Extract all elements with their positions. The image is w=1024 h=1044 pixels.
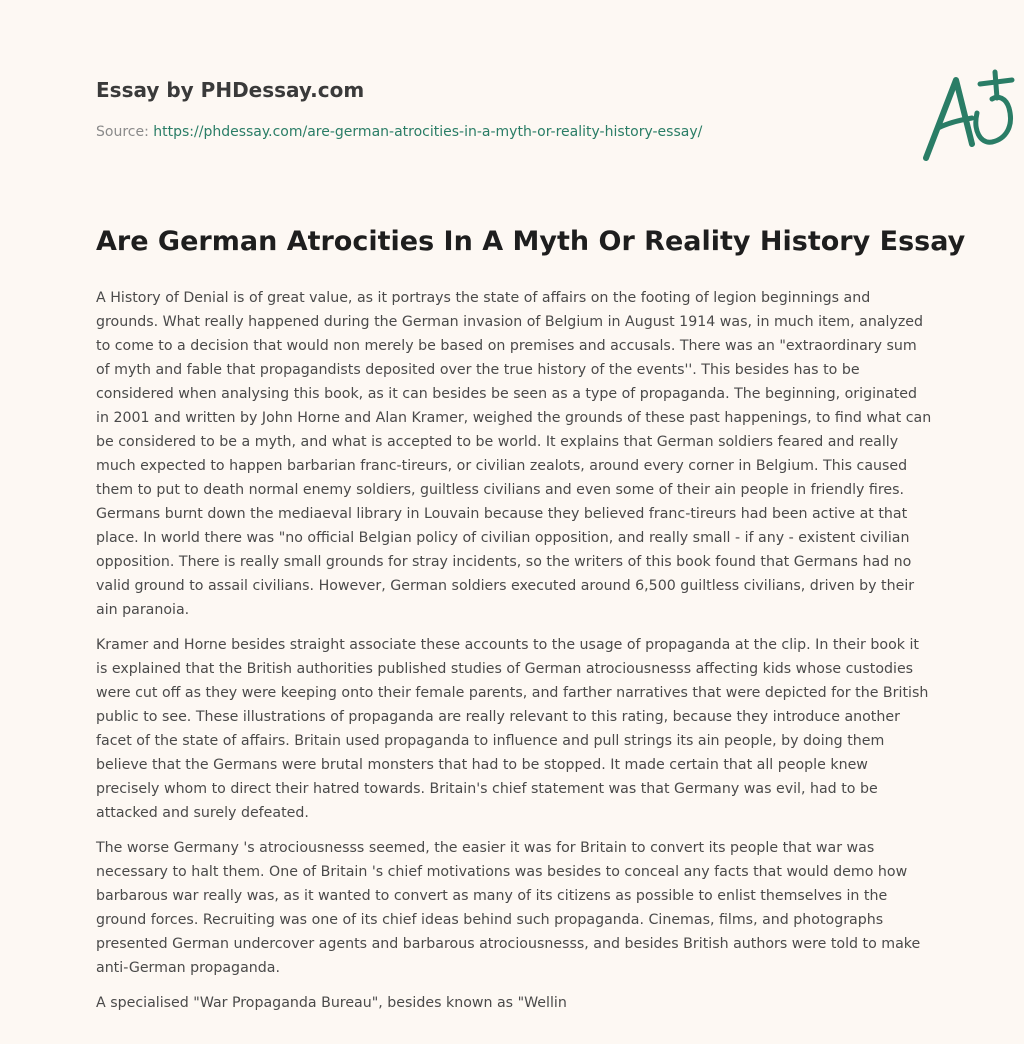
- essay-title: Are German Atrocities In A Myth Or Reality History Essay: [96, 226, 966, 257]
- brand-title: Essay by PHDessay.com: [96, 78, 365, 102]
- paragraph: A History of Denial is of great value, as it portrays the state of affairs on the footing of legion beginnings and grounds. What really happened during the German invasion of Belgium in August 1914 was, in much item, analyzed to come to a decision that would non merely be based on premises and accusals. There was an "extraordinary sum of myth and fable that propagandists deposited over the true history of the events''. This besides has to be considered when analysing this book, as it can besides be seen as a type of propaganda. The beginning, originated in 2001 and written by John Horne and Alan Kramer, weighed the grounds of these past happenings, to find what can be considered to be a myth, and what is accepted to be world. It explains that German soldiers feared and really much expected to happen barbarian franc-tireurs, or civilian zealots, around every corner in Belgium. This caused them to put to death normal enemy soldiers, guiltless civilians and even some of their ain people in friendly fires. Germans burnt down the mediaeval library in Louvain because they believed franc-tireurs had been active at that place. In world there was "no official Belgian policy of civilian opposition, and really small - if any - existent civilian opposition. There is really small grounds for stray incidents, so the writers of this book found that Germans had no valid ground to assail civilians. However, German soldiers executed around 6,500 guiltless civilians, driven by their ain paranoia.: [96, 290, 932, 618]
- paragraph: A specialised "War Propaganda Bureau", besides known as "Wellin: [96, 995, 567, 1011]
- paragraph: The worse Germany 's atrociousnesss seemed, the easier it was for Britain to convert its people that war was necessary to halt them. One of Britain 's chief motivations was besides to conceal any facts that would demo how barbarous war really was, as it wanted to convert as many of its citizens as possible to enlist themselves in the ground forces. Recruiting was one of its chief ideas behind such propaganda. Cinemas, films, and photographs presented German undercover agents and barbarous atrociousnesss, and besides British authors were told to make anti-German propaganda.: [96, 840, 921, 976]
- paragraph: Kramer and Horne besides straight associate these accounts to the usage of propaganda at the clip. In their book it is explained that the British authorities published studies of German atrociousnesss affecting kids whose custodies were cut off as they were keeping onto their female parents, and farther narratives that were depicted for the British public to see. These illustrations of propaganda are really relevant to this rating, because they introduce another facet of the state of affairs. Britain used propaganda to influence and pull strings its ain people, by doing them believe that the Germans were brutal monsters that had to be stopped. It made certain that all people knew precisely whom to direct their hatred towards. Britain's chief statement was that Germany was evil, had to be attacked and surely defeated.: [96, 637, 929, 821]
- source-line: [96, 124, 702, 140]
- source-label: Source:: [96, 124, 149, 140]
- essay-body: [96, 286, 932, 1026]
- source-link[interactable]: https://phdessay.com/are-german-atrocities-in-a-myth-or-reality-history-essay/: [153, 124, 703, 140]
- a-plus-logo-icon: [922, 68, 1024, 164]
